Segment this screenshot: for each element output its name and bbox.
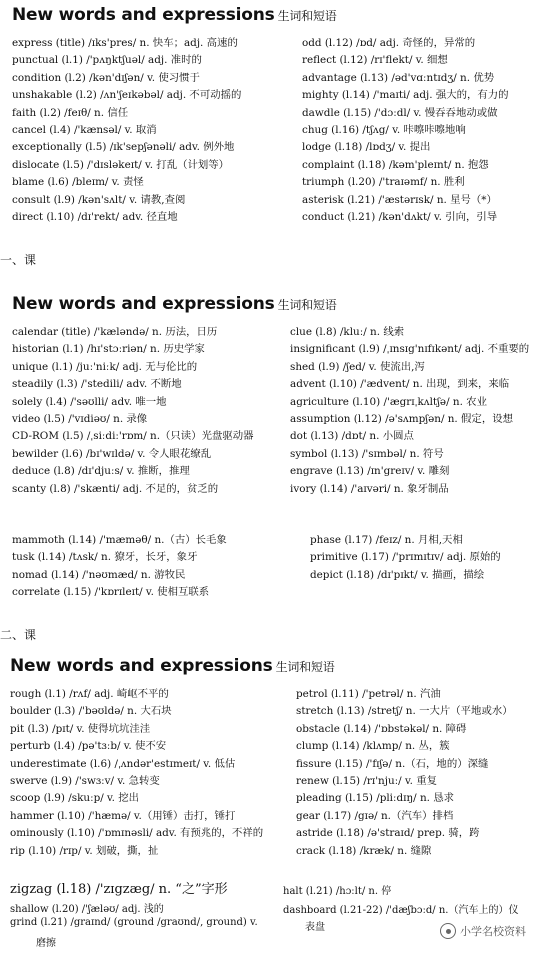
vocab-entry: primitive (l.17) /'prɪmɪtɪv/ adj. 原始的 [310,551,501,564]
grind-entry: grind (l.21) /graɪnd/ (ground /graʊnd/, ground) v. [10,917,258,928]
vocab-entry: deduce (l.8) /dɪ'djuːs/ v. 推断，推理 [12,465,190,478]
vocab-entry: CD-ROM (l.5) /ˌsiːdiː'rɒm/ n.（只读）光盘驱动器 [12,430,254,443]
vocab-entry: pleading (l.15) /pliːdɪŋ/ n. 恳求 [296,792,455,805]
vocab-entry: crack (l.18) /kræk/ n. 缝隙 [296,844,432,857]
vocab-entry: direct (l.10) /dɪ'rekt/ adv. 径直地 [12,211,178,224]
shallow-entry: shallow (l.20) /'ʃæləʊ/ adj. 浅的 [10,904,164,915]
watermark-text: 小学名校资料 [460,925,526,938]
section2-left-column-2 [12,532,227,602]
section2-right-column-2 [310,532,501,584]
vocab-entry: mighty (l.14) /'maɪti/ adj. 强大的，有力的 [302,89,509,102]
vocab-entry: lodge (l.18) /lɒdʒ/ v. 提出 [302,141,431,154]
lesson2-label: 二、课 [0,628,37,642]
vocab-entry: exceptionally (l.5) /ɪk'sepʃənəli/ adv. 例外地 [12,141,235,154]
section1-right-column [302,35,509,226]
section2-heading-sub: 生词和短语 [277,298,337,312]
vocab-entry: insignificant (l.9) /ˌɪnsɪg'nɪfɪkənt/ adj. 不重要的 [290,343,530,356]
vocab-entry: reflect (l.12) /rɪ'flekt/ v. 细想 [302,54,448,67]
vocab-entry: pit (l.3) /pɪt/ v. 使得坑坑洼洼 [10,722,151,735]
vocab-entry: asterisk (l.21) /'æstərɪsk/ n. 星号（*） [302,193,497,206]
section2-left-column [12,324,254,498]
vocab-entry: perturb (l.4) /pə'tɜːb/ v. 使不安 [10,740,167,753]
vocab-entry: rough (l.1) /rʌf/ adj. 崎岖不平的 [10,688,169,700]
vocab-entry: consult (l.9) /kən'sʌlt/ v. 请教,查阅 [12,193,186,206]
halt-entry: halt (l.21) /hɔːlt/ n. 停 [283,886,392,897]
section1-heading-title: New words and expressions [12,5,275,25]
vocab-entry: ivory (l.14) /'aɪvəri/ n. 象牙制品 [290,482,449,495]
vocab-entry: petrol (l.11) /'petrəl/ n. 汽油 [296,688,441,700]
vocab-entry: chug (l.16) /tʃʌg/ v. 咔嚓咔嚓地响 [302,124,466,137]
vocab-entry: astride (l.18) /ə'straɪd/ prep. 骑，跨 [296,827,480,840]
vocab-entry: shed (l.9) /ʃed/ v. 使流出,泻 [290,360,425,373]
vocab-entry: nomad (l.14) /'nəʊmæd/ n. 游牧民 [12,568,186,581]
vocab-entry: bewilder (l.6) /bɪ'wɪldə/ v. 令人眼花缭乱 [12,447,212,460]
vocab-entry: steadily (l.3) /'stedili/ adv. 不断地 [12,378,182,391]
vocab-entry: gear (l.17) /gɪə/ n.（汽车）排档 [296,809,454,822]
vocab-entry: triumph (l.20) /'traɪəmf/ n. 胜利 [302,176,465,189]
vocab-entry: swerve (l.9) /'swɜːv/ v. 急转变 [10,775,160,788]
section3-heading [10,656,335,676]
vocab-entry: unique (l.1) /juː'niːk/ adj. 无与伦比的 [12,360,198,373]
vocab-entry: scoop (l.9) /skuːp/ v. 挖出 [10,792,140,805]
vocab-entry: blame (l.6) /bleɪm/ v. 责怪 [12,176,144,189]
section3-heading-sub: 生词和短语 [275,660,335,674]
section3-left-column [10,686,263,860]
vocab-entry: odd (l.12) /ɒd/ adj. 奇怪的，异常的 [302,37,476,49]
vocab-entry: engrave (l.13) /ɪn'greɪv/ v. 雕刻 [290,465,450,478]
vocab-entry: clue (l.8) /kluː/ n. 线索 [290,326,405,338]
vocab-entry: punctual (l.1) /'pʌŋktʃuəl/ adj. 准时的 [12,54,202,67]
vocab-entry: correlate (l.15) /'kɒrɪleɪt/ v. 使相互联系 [12,586,210,599]
vocab-entry: symbol (l.13) /'sɪmbəl/ n. 符号 [290,447,444,460]
vocab-entry: stretch (l.13) /stretʃ/ n. 一大片（平地或水） [296,705,513,718]
vocab-entry: video (l.5) /'vɪdiəʊ/ n. 录像 [12,413,148,426]
vocab-entry: historian (l.1) /hɪ'stɔːriən/ n. 历史学家 [12,343,205,356]
vocab-entry: calendar (title) /'kæləndə/ n. 历法，日历 [12,326,218,338]
vocab-entry: phase (l.17) /feɪz/ n. 月相,天相 [310,534,463,546]
zigzag-entry: zigzag (l.18) /'zɪgzæg/ n. “之”字形 [10,882,228,897]
section1-heading [12,5,337,25]
section3-heading-title: New words and expressions [10,656,273,676]
vocab-entry: boulder (l.3) /'bəʊldə/ n. 大石块 [10,705,172,718]
vocab-entry: tusk (l.14) /tʌsk/ n. 獠牙，长牙，象牙 [12,551,198,564]
vocab-entry: depict (l.18) /dɪ'pɪkt/ v. 描画，描绘 [310,568,485,581]
vocab-entry: clump (l.14) /klʌmp/ n. 丛，簇 [296,740,450,753]
section2-heading-title: New words and expressions [12,294,275,314]
vocab-entry: express (title) /ɪks'pres/ n. 快车；adj. 高速的 [12,37,238,49]
section1-left-column [12,35,241,226]
dashboard-entry: dashboard (l.21-22) /'dæʃbɔːd/ n.（汽车上的）仪 [283,905,519,916]
vocab-entry: dot (l.13) /dɒt/ n. 小圆点 [290,430,414,443]
vocab-entry: advantage (l.13) /əd'vɑːntɪdʒ/ n. 优势 [302,71,495,84]
vocab-entry: fissure (l.15) /'fɪʃə/ n.（石，地的）深缝 [296,757,489,770]
vocab-entry: hammer (l.10) /'hæmə/ v.（用锤）击打，锤打 [10,809,236,822]
dashboard-translation: 表盘 [305,922,325,933]
vocab-entry: condition (l.2) /kən'dɪʃən/ v. 使习惯于 [12,71,200,84]
vocab-entry: ominously (l.10) /'ɒmɪnəsli/ adv. 有预兆的，不祥的 [10,827,264,840]
section2-heading [12,294,337,314]
vocab-entry: dislocate (l.5) /'dɪsləkeɪt/ v. 打乱（计划等） [12,158,230,171]
vocab-entry: underestimate (l.6) /ˌʌndər'estɪmeɪt/ v. 低估 [10,757,236,770]
section1-heading-sub: 生词和短语 [277,9,337,23]
vocab-entry: dawdle (l.15) /'dɔːdl/ v. 慢吞吞地动或做 [302,106,498,119]
vocab-entry: obstacle (l.14) /'ɒbstəkəl/ n. 障碍 [296,722,467,735]
watermark [440,923,526,939]
lesson1-label: 一、课 [0,253,37,267]
vocab-entry: cancel (l.4) /'kænsəl/ v. 取消 [12,124,157,137]
vocab-entry: agriculture (l.10) /'ægrɪˌkʌltʃə/ n. 农业 [290,395,487,408]
vocab-entry: unshakable (l.2) /ʌn'ʃeɪkəbəl/ adj. 不可动摇的 [12,89,242,102]
grind-translation: 磨擦 [36,938,56,949]
vocab-entry: assumption (l.12) /ə'sʌmpʃən/ n. 假定，设想 [290,413,513,426]
vocab-entry: renew (l.15) /rɪ'njuː/ v. 重复 [296,775,437,788]
vocab-entry: scanty (l.8) /'skænti/ adj. 不足的，贫乏的 [12,482,219,495]
vocab-entry: conduct (l.21) /kən'dʌkt/ v. 引向，引导 [302,211,498,224]
section2-right-column [290,324,529,498]
vocab-entry: solely (l.4) /'səʊlli/ adv. 唯一地 [12,395,167,408]
section3-right-column [296,686,513,860]
vocab-entry: rip (l.10) /rɪp/ v. 划破，撕，扯 [10,844,159,857]
vocab-entry: faith (l.2) /feɪθ/ n. 信任 [12,106,129,119]
vocab-entry: complaint (l.18) /kəm'pleɪnt/ n. 抱怨 [302,158,489,171]
vocab-entry: mammoth (l.14) /'mæməθ/ n.（古）长毛象 [12,534,227,546]
wechat-logo-icon [440,923,456,939]
vocab-entry: advent (l.10) /'ædvent/ n. 出现，到来，来临 [290,378,510,391]
